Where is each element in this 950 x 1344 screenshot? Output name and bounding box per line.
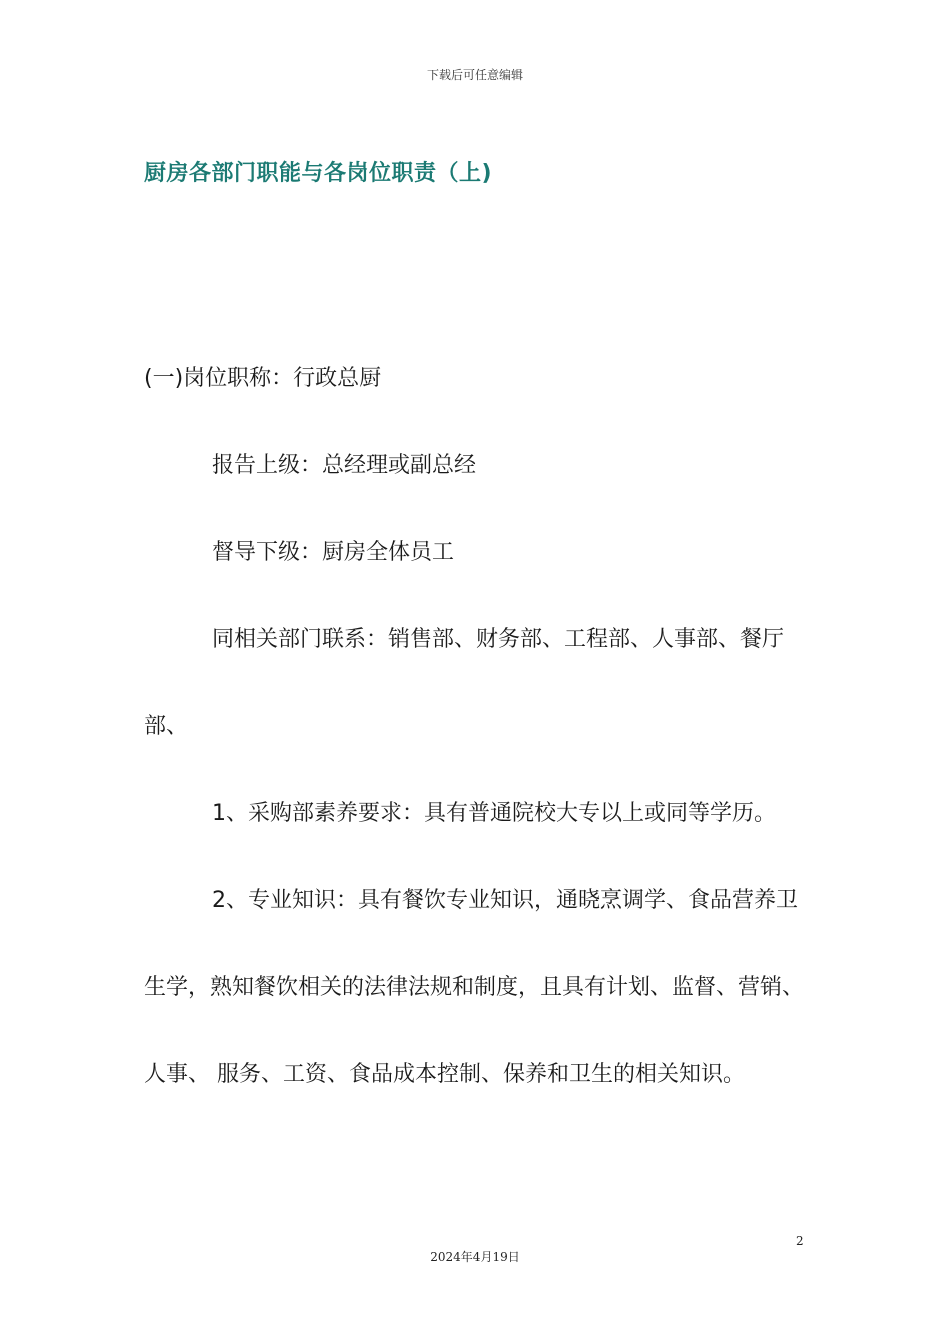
paragraph-professional-knowledge: 2、专业知识：具有餐饮专业知识，通晓烹调学、食品营养卫生学，熟知餐饮相关的法律法规和制度，且具有计划、监督、营销、人事、 服务、工资、食品成本控制、保养和卫生的相关知识。 xyxy=(144,888,805,1087)
header-note: 下载后可任意编辑 xyxy=(426,68,523,82)
paragraph-supervises: 督导下级：厨房全体员工 xyxy=(212,540,455,565)
paragraph-position-title: (一)岗位职称：行政总厨 xyxy=(144,366,382,391)
document-title: 厨房各部门职能与各岗位职责（上) xyxy=(144,161,493,186)
paragraph-qualification: 1、采购部素养要求：具有普通院校大专以上或同等学历。 xyxy=(212,801,776,826)
document-body xyxy=(144,335,806,1118)
footer-date: 2024年4月19日 xyxy=(430,1250,520,1264)
page-number: 2 xyxy=(796,1234,804,1248)
paragraph-reports-to: 报告上级：总经理或副总经 xyxy=(212,453,477,478)
paragraph-related-departments: 同相关部门联系：销售部、财务部、工程部、人事部、餐厅部、 xyxy=(144,627,785,739)
